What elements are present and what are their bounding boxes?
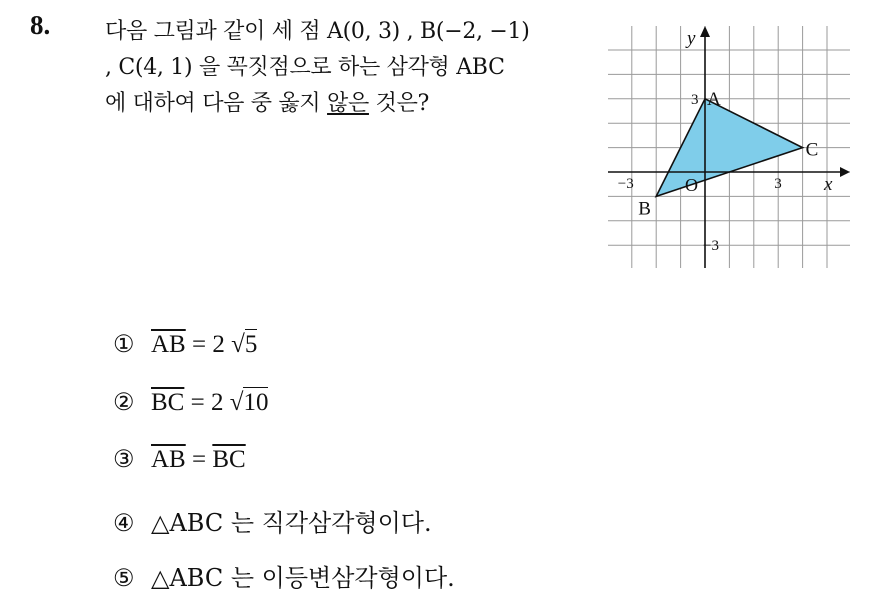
segment-bc: $\overline{BC}$ — [212, 446, 246, 473]
equation-relation: = — [185, 446, 213, 473]
question-line-1: 다음 그림과 같이 세 점 A(0, 3) , B(−2, −1) — [105, 19, 530, 44]
question-line-3-post: 것은? — [368, 91, 430, 116]
question-line-2: , C(4, 1) 을 꼭짓점으로 하는 삼각형 ABC — [105, 55, 505, 80]
equation-relation: = 2 — [185, 331, 225, 358]
tick-label-y-neg: −3 — [703, 238, 719, 255]
sqrt-argument: 5 — [244, 331, 258, 358]
sqrt-icon: √ — [229, 389, 244, 416]
choice-2[interactable] — [113, 388, 268, 417]
choice-5[interactable] — [113, 558, 455, 593]
question-line-3-pre: 에 대하여 다음 중 옳지 — [105, 91, 328, 116]
tick-label-x-neg: −3 — [617, 176, 634, 192]
sqrt-argument: 10 — [243, 389, 269, 416]
choice-number: ④ — [113, 509, 135, 537]
point-label-c: C — [805, 139, 819, 161]
choice-number: ③ — [113, 445, 135, 473]
question-number: 8. — [30, 10, 51, 40]
segment-ab: $\overline{AB}$ — [151, 331, 186, 358]
choice-4[interactable] — [113, 503, 432, 538]
choice-number: ① — [113, 330, 135, 358]
point-label-b: B — [638, 198, 651, 220]
choice-text: △ABC 는 이등변삼각형이다. — [151, 564, 455, 592]
choice-number: ⑤ — [113, 564, 135, 592]
choice-1[interactable] — [113, 330, 257, 359]
choice-number: ② — [113, 388, 135, 416]
choice-3[interactable] — [113, 445, 246, 474]
origin-label: O — [685, 175, 698, 195]
y-axis-label: y — [687, 28, 696, 49]
tick-label-x-pos: 3 — [774, 176, 782, 192]
x-axis-arrow — [840, 167, 850, 177]
sqrt-icon: √ — [231, 331, 245, 358]
choice-text: △ABC 는 직각삼각형이다. — [151, 509, 432, 537]
segment-bc: $\overline{BC}$ — [151, 389, 185, 416]
y-axis-arrow — [700, 26, 710, 37]
question-line-3 — [105, 86, 429, 117]
equation-relation: = 2 — [184, 389, 224, 416]
segment-ab: $\overline{AB}$ — [151, 446, 186, 473]
x-axis-label: x — [824, 174, 833, 195]
question-underlined-word: 않은 — [327, 91, 369, 116]
coordinate-graph — [600, 20, 860, 270]
tick-label-y-pos: 3 — [691, 91, 699, 108]
point-label-a: A — [707, 88, 721, 110]
